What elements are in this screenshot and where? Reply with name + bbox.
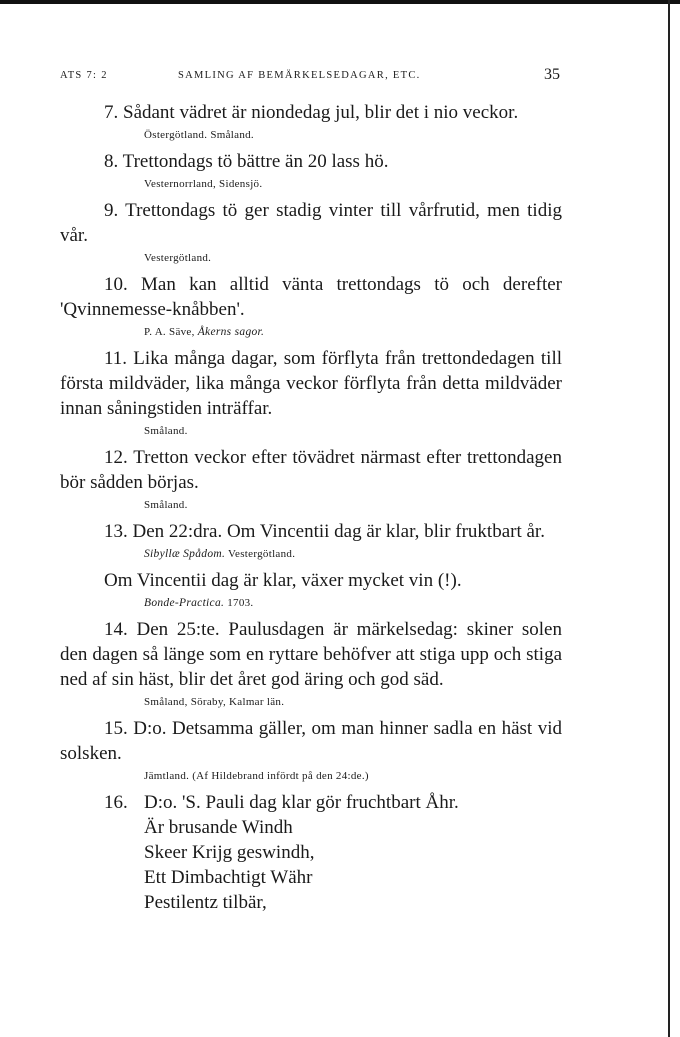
- right-border: [668, 0, 670, 1037]
- source-9: Vestergötland.: [144, 252, 212, 264]
- source-10: [144, 324, 562, 340]
- source-title: Sibyllæ Spådom.: [144, 548, 226, 560]
- series-code: ATS 7: 2: [60, 70, 108, 81]
- source-place: Vestergötland.: [225, 548, 296, 560]
- entry-13: 13. Den 22:dra. Om Vincentii dag är klar, blir fruktbart år.: [104, 521, 545, 542]
- verse-first-row: [60, 790, 562, 815]
- top-border: [0, 0, 680, 4]
- entry-11: 11. Lika många dagar, som förflyta från trettondedagen till första mildväder, lika många veckor förflyta från detta mildväder innan såningstiden inträffar.: [60, 348, 562, 419]
- verse-line: Ett Dimbachtigt Währ: [144, 867, 313, 888]
- source-7: Östergötland. Småland.: [144, 129, 254, 141]
- source-title: Bonde-Practica.: [144, 597, 225, 609]
- entry-14: 14. Den 25:te. Paulusdagen är märkelsedag: skiner solen den dagen så länge som en ryttare behöfver att stiga upp och stiga ned af sin häst, blir det året god äring och god säd.: [60, 619, 562, 690]
- source-author: P. A. Säve,: [144, 326, 198, 338]
- page-number: 35: [544, 66, 560, 83]
- verse-line: Skeer Krijg geswindh,: [144, 842, 315, 863]
- source-12: Småland.: [144, 499, 188, 511]
- verse-line: Är brusande Windh: [144, 817, 293, 838]
- running-header: [60, 66, 562, 86]
- entry-13b: Om Vincentii dag är klar, växer mycket vin (!).: [104, 570, 462, 591]
- verse-16: [60, 790, 562, 915]
- source-14: Småland, Söraby, Kalmar län.: [144, 696, 285, 708]
- page: [60, 66, 562, 915]
- verse-line: Pestilentz tilbär,: [144, 892, 267, 913]
- entry-15: 15. D:o. Detsamma gäller, om man hinner sadla en häst vid solsken.: [60, 718, 562, 764]
- entry-10: 10. Man kan alltid vänta trettondags tö och derefter 'Qvinnemesse-knåbben'.: [60, 274, 562, 320]
- source-13b: [144, 595, 562, 611]
- source-8: Vesternorrland, Sidensjö.: [144, 178, 263, 190]
- entry-7: 7. Sådant vädret är niondedag jul, blir det i nio veckor.: [104, 102, 519, 123]
- entry-12: 12. Tretton veckor efter tövädret närmast efter trettondagen bör sådden börjas.: [60, 447, 562, 493]
- source-year: 1703.: [224, 597, 254, 609]
- verse-first-line: D:o. 'S. Pauli dag klar gör fruchtbart Åhr.: [144, 792, 459, 813]
- source-title: Åkerns sagor.: [197, 326, 265, 338]
- verse-number: 16.: [104, 792, 128, 813]
- source-15: Jämtland. (Af Hildebrand infördt på den 24:de.): [144, 770, 369, 782]
- entry-9: 9. Trettondags tö ger stadig vinter till vårfrutid, men tidig vår.: [60, 200, 562, 246]
- running-title: SAMLING AF BEMÄRKELSEDAGAR, ETC.: [178, 70, 421, 81]
- entry-8: 8. Trettondags tö bättre än 20 lass hö.: [104, 151, 389, 172]
- source-11: Småland.: [144, 425, 188, 437]
- source-13: [144, 546, 562, 562]
